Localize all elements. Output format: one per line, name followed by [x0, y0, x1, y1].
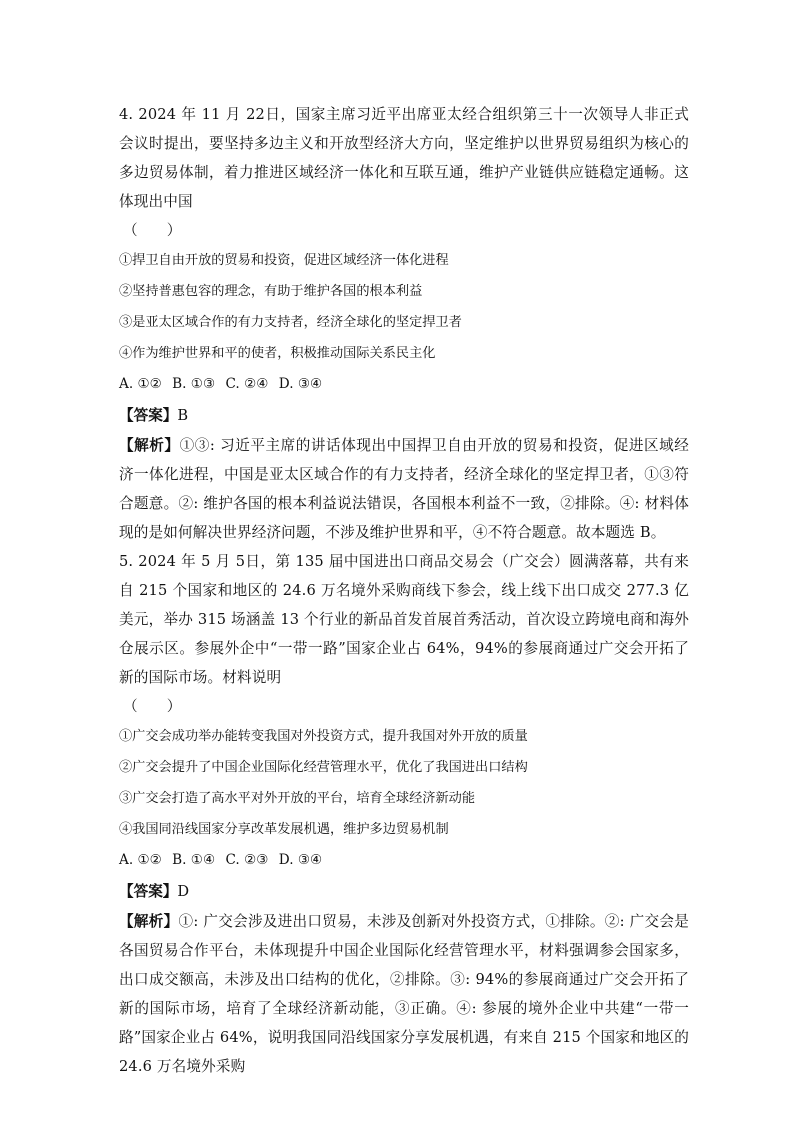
- analysis-paragraph: [119, 431, 689, 547]
- choice-d: D. ③④: [278, 852, 323, 868]
- option-2: ②广交会提升了中国企业国际化经营管理水平，优化了我国进出口结构: [119, 760, 528, 775]
- choices-row: [119, 369, 689, 400]
- analysis-text: ①③: 习近平主席的讲话体现出中国捍卫自由开放的贸易和投资，促进区域经济一体化进程，中国是亚太区域合作的有力支持者，经济全球化的坚定捍卫者，①③符合题意。②: 维护各国的根本利益说法错误，各国根本利益不一致，②排除。④: 材料体现的是如何解决世界经济问题，不涉及维护世界和平，④不符合题意。故本题选 B。: [119, 437, 689, 541]
- document-page: [119, 100, 689, 1081]
- answer-value: D: [177, 883, 190, 900]
- analysis-tag: 【解析】: [119, 913, 179, 930]
- answer-line: [119, 400, 689, 431]
- option-3: ③是亚太区域合作的有力支持者，经济全球化的坚定捍卫者: [119, 315, 462, 330]
- choice-c: C. ②③: [225, 852, 269, 868]
- choice-a: A. ①②: [119, 852, 162, 868]
- choice-b: B. ①④: [172, 852, 216, 868]
- question-stem: 4. 2024 年 11 月 22日，国家主席习近平出席亚太经合组织第三十一次领导人非正式会议时提出，要坚持多边主义和开放型经济大方向，坚定维护以世界贸易组织为核心的多边贸易体制，着力推进区域经济一体化和互联互通，维护产业链供应链稳定通畅。这体现出中国: [119, 106, 689, 210]
- answer-value: B: [177, 407, 189, 424]
- question-5: [119, 547, 689, 1081]
- option-4: ④我国同沿线国家分享改革发展机遇，维护多边贸易机制: [119, 822, 449, 837]
- choice-c: C. ②④: [225, 376, 269, 392]
- choice-a: A. ①②: [119, 376, 162, 392]
- analysis-text: ①: 广交会涉及进出口贸易，未涉及创新对外投资方式，①排除。②: 广交会是各国贸易合作平台，未体现提升中国企业国际化经营管理水平，材料强调参会国家多，出口成交额高，未涉及出口结构的优化，②排除。③: 94%的参展商通过广交会开拓了新的国际市场，培育了全球经济新动能，③正确。④: 参展的境外企业中共建“一带一路”国家企业占 64%，说明我国同沿线国家分享发展机遇，有来自 215 个国家和地区的 24.6 万名境外采购: [119, 913, 689, 1075]
- analysis-paragraph: [119, 907, 689, 1081]
- option-1: ①广交会成功举办能转变我国对外投资方式，提升我国对外开放的质量: [119, 729, 528, 744]
- choice-d: D. ③④: [278, 376, 323, 392]
- option-1: ①捍卫自由开放的贸易和投资，促进区域经济一体化进程: [119, 253, 449, 268]
- answer-tag: 【答案】: [119, 883, 178, 900]
- question-stem: 5. 2024 年 5 月 5日，第 135 届中国进出口商品交易会（广交会）圆满落幕，共有来自 215 个国家和地区的 24.6 万名境外采购商线下参会，线上线下出口成交 277.3 亿美元，举办 315 场涵盖 13 个行业的新品首发首展首秀活动，首次设立跨境电商和海外仓展示区。参展外企中“一带一路”国家企业占 64%，94%的参展商通过广交会开拓了新的国际市场。材料说明: [119, 553, 689, 686]
- analysis-tag: 【解析】: [119, 437, 180, 454]
- question-4: [119, 100, 689, 547]
- answer-tag: 【答案】: [119, 407, 178, 424]
- choices-row: [119, 845, 689, 876]
- answer-blank: （ ）: [123, 698, 182, 715]
- answer-line: [119, 876, 689, 907]
- option-3: ③广交会打造了高水平对外开放的平台，培育全球经济新动能: [119, 791, 476, 806]
- option-2: ②坚持普惠包容的理念，有助于维护各国的根本利益: [119, 284, 423, 299]
- answer-blank: （ ）: [123, 222, 182, 239]
- option-4: ④作为维护世界和平的使者，积极推动国际关系民主化: [119, 346, 436, 361]
- choice-b: B. ①③: [172, 376, 216, 392]
